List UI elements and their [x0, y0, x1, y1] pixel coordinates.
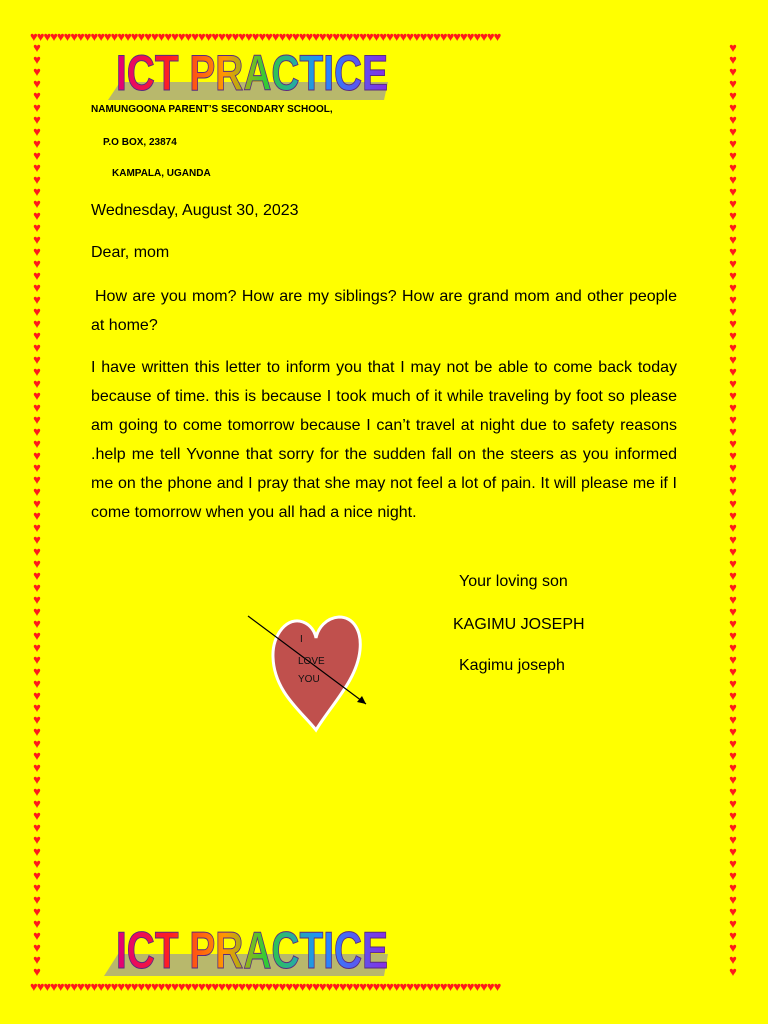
paragraph-body: I have written this letter to inform you that I may not be able to come back today because of time. this is because I took much of it while traveling by foot so please am going to come tomorrow because I can’t travel at night due to safety reasons .help me tell Yvonne that sorry for the sudden fall on the steers as you informed me on the phone and I pray that she may not feel a lot of pain. It will please me if I come tomorrow when you all had a nice night. [91, 359, 677, 521]
sender-name-caps: KAGIMU JOSEPH [453, 616, 585, 633]
paragraph-greeting: How are you mom? How are my siblings? How are grand mom and other people at home? [91, 288, 677, 334]
header-wordart-text: ICT PRACTICE [116, 45, 388, 101]
heart-text-you: YOU [298, 674, 320, 685]
right-heart-border: ♥ ♥ ♥ ♥ ♥ ♥ ♥ ♥ ♥ ♥ ♥ ♥ ♥ ♥ ♥ ♥ ♥ ♥ ♥ ♥ ♥ ♥ ♥ ♥ ♥ ♥ ♥ ♥ ♥ ♥ ♥ ♥ ♥ ♥ ♥ ♥ ♥ ♥ ♥ ♥ ♥ ♥ ♥ ♥ ♥ ♥ ♥ ♥ ♥ ♥ ♥ ♥ ♥ ♥ ♥ ♥ ♥ ♥ ♥ ♥ ♥ ♥ ♥ ♥ ♥ ♥ ♥ ♥ ♥ ♥ ♥ ♥ ♥ ♥ ♥ ♥ ♥ ♥ [729, 42, 737, 979]
left-heart-border: ♥ ♥ ♥ ♥ ♥ ♥ ♥ ♥ ♥ ♥ ♥ ♥ ♥ ♥ ♥ ♥ ♥ ♥ ♥ ♥ ♥ ♥ ♥ ♥ ♥ ♥ ♥ ♥ ♥ ♥ ♥ ♥ ♥ ♥ ♥ ♥ ♥ ♥ ♥ ♥ ♥ ♥ ♥ ♥ ♥ ♥ ♥ ♥ ♥ ♥ ♥ ♥ ♥ ♥ ♥ ♥ ♥ ♥ ♥ ♥ ♥ ♥ ♥ ♥ ♥ ♥ ♥ ♥ ♥ ♥ ♥ ♥ ♥ ♥ ♥ ♥ ♥ ♥ [33, 42, 41, 979]
top-heart-border: ♥♥♥♥♥♥♥♥♥♥♥♥♥♥♥♥♥♥♥♥♥♥♥♥♥♥♥♥♥♥♥♥♥♥♥♥♥♥♥♥♥♥♥♥♥♥♥♥♥♥♥♥♥♥♥♥♥♥♥♥♥♥♥♥♥♥♥♥♥♥ [30, 30, 501, 44]
sender-signature: Kagimu joseph [459, 657, 565, 674]
header-wordart-graphic [100, 46, 400, 102]
bottom-heart-border: ♥♥♥♥♥♥♥♥♥♥♥♥♥♥♥♥♥♥♥♥♥♥♥♥♥♥♥♥♥♥♥♥♥♥♥♥♥♥♥♥♥♥♥♥♥♥♥♥♥♥♥♥♥♥♥♥♥♥♥♥♥♥♥♥♥♥♥♥♥♥ [30, 980, 501, 994]
heart-text-love: LOVE [298, 656, 325, 667]
school-po-box: P.O BOX, 23874 [103, 137, 177, 148]
footer-wordart-graphic [100, 920, 400, 980]
footer-wordart [100, 920, 400, 980]
arrow-head-icon [357, 696, 366, 704]
heart-text-i: I [300, 634, 303, 645]
school-name: NAMUNGOONA PARENT’S SECONDARY SCHOOL, [91, 104, 333, 115]
school-city: KAMPALA, UGANDA [112, 168, 211, 179]
letter-salutation: Dear, mom [91, 244, 170, 261]
letter-closing: Your loving son [459, 573, 568, 590]
header-wordart [100, 46, 400, 102]
letter-date: Wednesday, August 30, 2023 [91, 202, 299, 219]
footer-wordart-text: ICT PRACTICE [116, 922, 388, 980]
love-heart-graphic [244, 612, 374, 742]
